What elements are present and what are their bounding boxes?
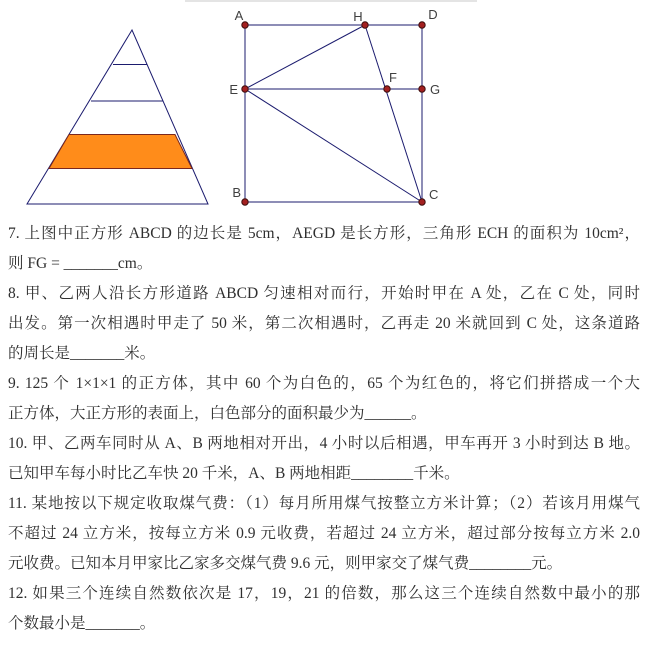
question-7 — [8, 219, 640, 279]
triangle-orange-band — [49, 135, 192, 169]
question-12-line: 个数最小是_______。 — [8, 615, 156, 632]
question-10-line: 已知甲车每小时比乙车快 20 千米，A、B 两地相距________千米。 — [8, 465, 460, 482]
vertex-label-B: B — [232, 185, 241, 200]
question-8-line: 8. 甲、乙两人沿长方形道路 ABCD 匀速相对而行，开始时甲在 A 处，乙在 C 处，同时 — [8, 285, 640, 302]
triangle-outline — [27, 30, 208, 204]
question-9 — [8, 369, 640, 429]
question-9-line: 9. 125 个 1×1×1 的正方体，其中 60 个为白色的，65 个为红色的，将它们拼搭成一个大 — [8, 375, 640, 392]
square-figure-line — [365, 25, 422, 202]
vertex-dot-B — [242, 199, 248, 205]
vertex-label-F: F — [389, 70, 397, 85]
question-7-line: 7. 上图中正方形 ABCD 的边长是 5cm，AEGD 是长方形，三角形 ECH 的面积为 10cm²， — [8, 225, 640, 242]
vertex-dot-C — [419, 199, 425, 205]
square-figure-line — [245, 89, 422, 202]
question-8 — [8, 279, 640, 369]
vertex-dot-D — [419, 22, 425, 28]
question-12 — [8, 579, 640, 639]
question-9-line: 正方体，大正方形的表面上，白色部分的面积最少为______。 — [8, 405, 427, 422]
question-11-line: 元收费。已知本月甲家比乙家多交煤气费 9.6 元，则甲家交了煤气费________元。 — [8, 555, 563, 572]
geometry-figures — [0, 0, 646, 216]
question-7-line: 则 FG = _______cm。 — [8, 255, 153, 272]
vertex-label-A: A — [234, 8, 244, 23]
vertex-label-D: D — [428, 7, 438, 22]
square-figure-line — [245, 25, 365, 89]
question-10 — [8, 429, 640, 489]
question-11-line: 不超过 24 立方米，按每立方米 0.9 元收费，若超过 24 立方米，超过部分按每立方米 2.0 — [8, 525, 640, 542]
vertex-label-G: G — [430, 82, 441, 97]
question-8-line: 出发。第一次相遇时甲走了 50 米，第二次相遇时，乙再走 20 米就回到 C 处，这条道路 — [8, 315, 640, 332]
question-10-line: 10. 甲、乙两车同时从 A、B 两地相对开出，4 小时以后相遇，甲车再开 3 小时到达 B 地。 — [8, 435, 640, 452]
question-11-line: 11. 某地按以下规定收取煤气费：（1）每月所用煤气按整立方米计算；（2）若该月用煤气 — [8, 495, 640, 512]
vertex-label-C: C — [429, 187, 439, 202]
questions-block — [8, 219, 640, 639]
vertex-label-H: H — [353, 9, 363, 24]
question-8-line: 的周长是_______米。 — [8, 345, 156, 362]
vertex-label-E: E — [229, 82, 238, 97]
vertex-dot-H — [362, 22, 368, 28]
vertex-dot-G — [419, 86, 425, 92]
vertex-dot-F — [384, 86, 390, 92]
question-12-line: 12. 如果三个连续自然数依次是 17，19，21 的倍数，那么这三个连续自然数中最小的那 — [8, 585, 640, 602]
vertex-dot-E — [242, 86, 248, 92]
question-11 — [8, 489, 640, 579]
